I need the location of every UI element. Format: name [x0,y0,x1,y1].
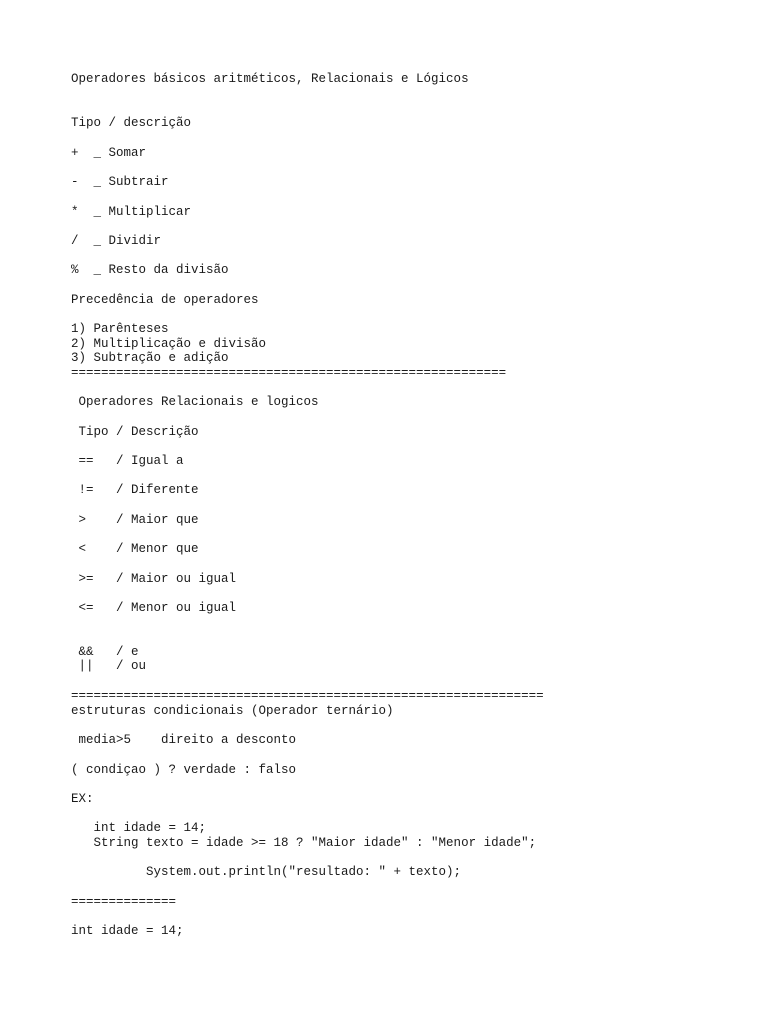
code-line-2: String texto = idade >= 18 ? "Maior idade" : "Menor idade"; [71,836,537,850]
rel-op-not-equal: != / Diferente [71,483,199,497]
arith-op-divide: / _ Dividir [71,234,162,248]
precedence-item-2: 2) Multiplicação e divisão [71,337,267,351]
rel-op-equal: == / Igual a [71,454,184,468]
example-label: EX: [71,792,94,806]
relational-heading: Operadores Relacionais e logicos [71,395,319,409]
arith-op-add: + _ Somar [71,146,147,160]
rel-op-less: < / Menor que [71,542,199,556]
precedence-heading: Precedência de operadores [71,293,259,307]
arith-table-header: Tipo / descrição [71,116,192,130]
arith-op-multiply: * _ Multiplicar [71,205,192,219]
document-title: Operadores básicos aritméticos, Relacionais e Lógicos [71,72,469,86]
rel-op-greater-equal: >= / Maior ou igual [71,572,237,586]
logic-op-or: || / ou [71,659,147,673]
code-line-3: System.out.println("resultado: " + texto); [71,865,462,879]
discount-example: media>5 direito a desconto [71,733,297,747]
divider-2: =============================================================== [71,689,544,703]
conditional-heading: estruturas condicionais (Operador ternário) [71,704,394,718]
relational-table-header: Tipo / Descrição [71,425,199,439]
logic-op-and: && / e [71,645,139,659]
precedence-item-3: 3) Subtração e adição [71,351,229,365]
code-line-4: int idade = 14; [71,924,184,938]
arith-op-modulo: % _ Resto da divisão [71,263,229,277]
precedence-item-1: 1) Parênteses [71,322,169,336]
divider-3: ============== [71,895,177,909]
rel-op-greater: > / Maior que [71,513,199,527]
code-line-1: int idade = 14; [71,821,207,835]
rel-op-less-equal: <= / Menor ou igual [71,601,237,615]
divider-1: ========================================================== [71,366,507,380]
arith-op-subtract: - _ Subtrair [71,175,169,189]
ternary-syntax: ( condiçao ) ? verdade : falso [71,763,297,777]
